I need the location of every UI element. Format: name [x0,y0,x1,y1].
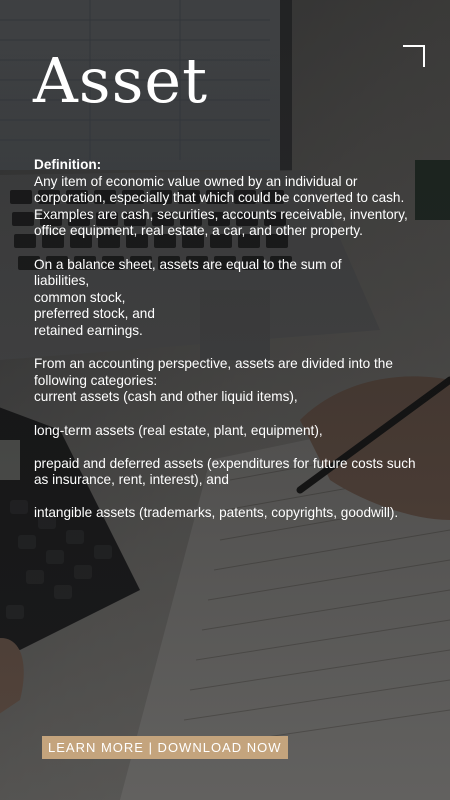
spacer [34,489,426,506]
spacer [34,340,426,357]
balance-sheet-intro: On a balance sheet, assets are equal to the sum of [34,256,342,272]
spacer [34,240,426,257]
balance-item: liabilities, [34,273,90,289]
definition-body [34,157,426,522]
balance-item: common stock, [34,289,126,305]
page-title: Asset [33,44,209,117]
definition-text: Any item of economic value owned by an individual or corporation, especially that which could be converted to cash. Examples are cash, securities, accounts receivable, inventory, office equipment, real estate, a car, and other property. [34,173,408,239]
balance-item: preferred stock, and [34,306,155,322]
category-item: intangible assets (trademarks, patents, copyrights, goodwill). [34,505,399,521]
corner-bracket-icon [403,45,425,67]
learn-more-download-button[interactable]: LEARN MORE | DOWNLOAD NOW [42,736,288,759]
category-item: current assets (cash and other liquid items), [34,389,298,405]
accounting-intro: From an accounting perspective, assets are divided into the following categories: [34,356,393,388]
category-item: prepaid and deferred assets (expenditures for future costs such as insurance, rent, interest), and [34,455,416,488]
spacer [34,406,426,423]
category-item: long-term assets (real estate, plant, equipment), [34,422,323,438]
definition-label: Definition: [34,157,102,172]
balance-item: retained earnings. [34,322,143,338]
spacer [34,439,426,456]
